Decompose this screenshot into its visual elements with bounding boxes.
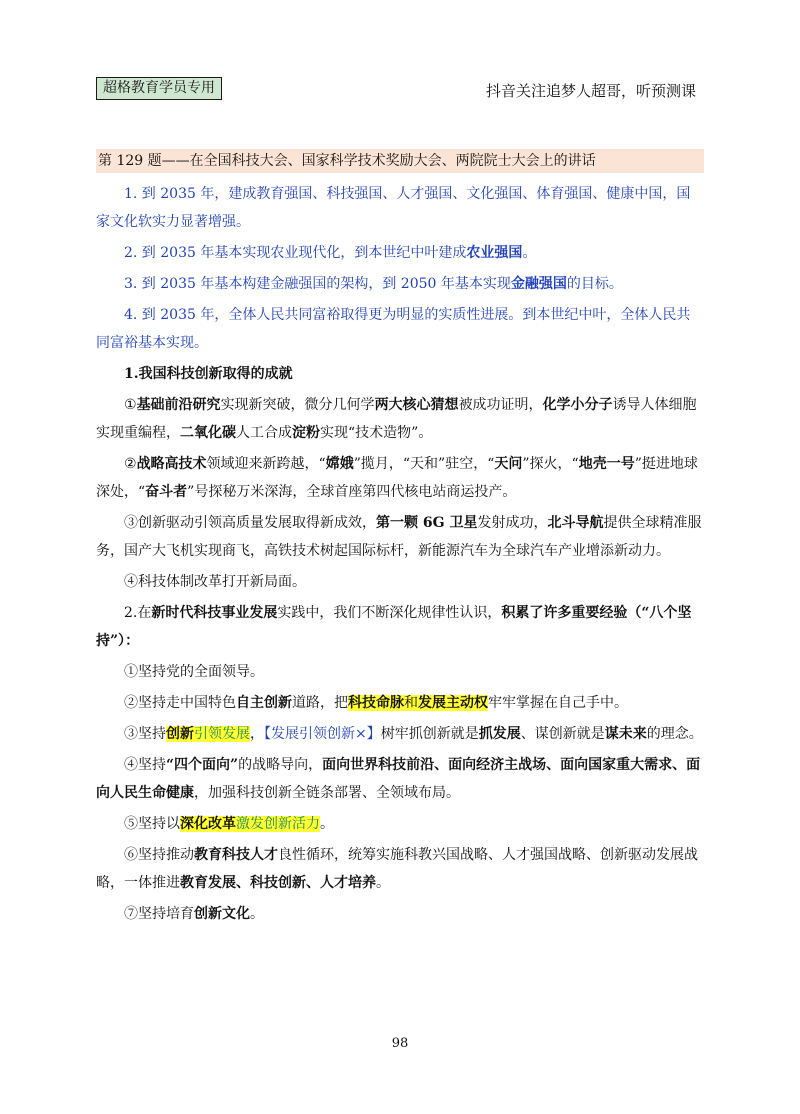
goal-2-text: 2. 到 2035 年基本实现农业现代化，到本世纪中叶建成 — [124, 245, 467, 261]
text-run: ， — [250, 726, 264, 742]
text-run: 良性循环，统筹实施科教兴国战略、人才强国战略、创新驱动发展战略，一体推进 — [96, 847, 698, 891]
keyword: 教育发展、科技创新、人才培养 — [180, 875, 376, 891]
text-run: 发射成功， — [477, 515, 548, 531]
text-run: ② — [124, 456, 137, 472]
text-run: 、谋创新就是 — [520, 726, 605, 742]
text-run: ④坚持 — [124, 757, 166, 773]
text-run: 。 — [250, 906, 264, 922]
text-run: 的战略导向， — [238, 757, 323, 773]
section1-item-3 — [96, 509, 704, 565]
text-run: 2.在 — [124, 605, 152, 621]
wrong-answer-note: 【发展引领创新×】 — [264, 726, 381, 742]
text-run: 实践中，我们不断深化规律性认识， — [277, 605, 502, 621]
text-run: ②坚持走中国特色 — [124, 695, 236, 711]
section1-item-1 — [96, 391, 704, 447]
goal-3 — [96, 270, 704, 298]
section1-heading: 1.我国科技创新取得的成就 — [124, 366, 293, 382]
text-run: 。 — [320, 816, 334, 832]
keyword: 谋未来 — [604, 726, 647, 742]
keyword: 化学小分子 — [542, 397, 613, 413]
goal-4: 4. 到 2035 年，全体人民共同富裕取得更为明显的实质性进展。到本世纪中叶，全体人民共同富裕基本实现。 — [96, 307, 691, 351]
keyword: 淀粉 — [292, 425, 320, 441]
text-run: 人工合成 — [236, 425, 292, 441]
principle-5 — [96, 810, 704, 838]
section2-intro — [96, 599, 704, 655]
text-run: ⑥坚持推动 — [124, 847, 194, 863]
text-run: ”探火，“ — [522, 456, 579, 472]
goal-2-key: 农业强国 — [466, 245, 523, 261]
principle-7 — [96, 900, 704, 928]
highlight-text: 和 — [404, 695, 418, 711]
keyword: 创新文化 — [194, 906, 250, 922]
keyword: “四个面向” — [166, 757, 239, 773]
keyword: 二氧化碳 — [180, 425, 236, 441]
goal-3-end: 的目标。 — [566, 276, 623, 292]
text-run: ③坚持 — [124, 726, 166, 742]
keyword: 战略高技术 — [136, 456, 207, 472]
text-run: 牢牢掌握在自己手中。 — [488, 695, 628, 711]
principle-1: ①坚持党的全面领导。 — [124, 664, 264, 680]
highlight-text: 激发创新活力 — [236, 816, 320, 832]
principle-4 — [96, 751, 704, 807]
text-run: ，加强科技创新全链条部署、全领域布局。 — [194, 785, 460, 801]
highlight-keyword: 深化改革 — [180, 816, 236, 832]
keyword: 抓发展 — [478, 726, 521, 742]
keyword: 新时代科技事业发展 — [151, 605, 278, 621]
text-run: 实现“技术造物”。 — [320, 425, 433, 441]
principle-2 — [96, 689, 704, 717]
keyword: 积累了许多重要经验（“八个坚持”） — [96, 605, 692, 649]
text-run: ① — [124, 397, 137, 413]
section1-item-2 — [96, 450, 704, 506]
keyword: 北斗导航 — [547, 515, 604, 531]
keyword: 地壳一号 — [578, 456, 635, 472]
goal-2 — [96, 239, 704, 267]
keyword: 嫦娥 — [325, 456, 354, 472]
keyword: 基础前沿研究 — [136, 397, 221, 413]
header-tagline: 抖音关注追梦人超哥，听预测课 — [485, 82, 696, 100]
keyword: 奋斗者 — [145, 484, 188, 500]
text-run: ”揽月，“天和”驻空，“ — [353, 456, 495, 472]
question-title: 第 129 题——在全国科技大会、国家科学技术奖励大会、两院院士大会上的讲话 — [96, 149, 704, 173]
page-number: 98 — [391, 1036, 409, 1051]
text-run: ”号探秘万米深海，全球首座第四代核电站商运投产。 — [187, 484, 517, 500]
text-run: 树牢抓创新就是 — [380, 726, 479, 742]
section1-item-4: ④科技体制改革打开新局面。 — [124, 574, 306, 590]
text-run: 提供全球精准服务，国产大飞机实现商飞，高铁技术树起国际标杆，新能源汽车为全球汽车产业增添新动力。 — [96, 515, 702, 559]
goal-1: 1. 到 2035 年，建成教育强国、科技强国、人才强国、文化强国、体育强国、健康中国，国家文化软实力显著增强。 — [96, 186, 691, 230]
text-run: ⑦坚持培育 — [124, 906, 194, 922]
highlight-text: 引领发展 — [194, 726, 250, 742]
keyword: 教育科技人才 — [194, 847, 278, 863]
header-badge: 超格教育学员专用 — [96, 77, 222, 100]
goal-3-key: 金融强国 — [510, 276, 567, 292]
text-run: ： — [125, 633, 140, 649]
keyword: 自主创新 — [236, 695, 292, 711]
keyword: 第一颗 6G 卫星 — [376, 515, 478, 531]
text-run: ⑤坚持以 — [124, 816, 180, 832]
text-run: 道路，把 — [292, 695, 348, 711]
keyword: 面向世界科技前沿、面向经济主战场、面向国家重大需求、面向人民生命健康 — [96, 757, 701, 801]
text-run: 实现新突破，微分几何学 — [220, 397, 375, 413]
goal-3-text: 3. 到 2035 年基本构建金融强国的架构，到 2050 年基本实现 — [124, 276, 511, 292]
keyword: 天问 — [494, 456, 523, 472]
text-run: 。 — [376, 875, 390, 891]
text-run: 被成功证明， — [458, 397, 543, 413]
text-run: ”挺进地球深处，“ — [96, 456, 698, 500]
text-run: 的理念。 — [646, 726, 703, 742]
principle-6 — [96, 841, 704, 897]
content-body — [96, 180, 704, 931]
text-run: 领域迎来新跨越，“ — [206, 456, 326, 472]
goal-2-end: 。 — [522, 245, 537, 261]
principle-3 — [96, 720, 704, 748]
text-run: 诱导人体细胞实现重编程， — [96, 397, 697, 441]
highlight-keyword: 创新 — [166, 726, 194, 742]
highlight-keyword: 科技命脉 — [348, 695, 404, 711]
highlight-keyword: 发展主动权 — [418, 695, 488, 711]
keyword: 两大核心猜想 — [374, 397, 459, 413]
text-run: ③创新驱动引领高质量发展取得新成效， — [124, 515, 376, 531]
